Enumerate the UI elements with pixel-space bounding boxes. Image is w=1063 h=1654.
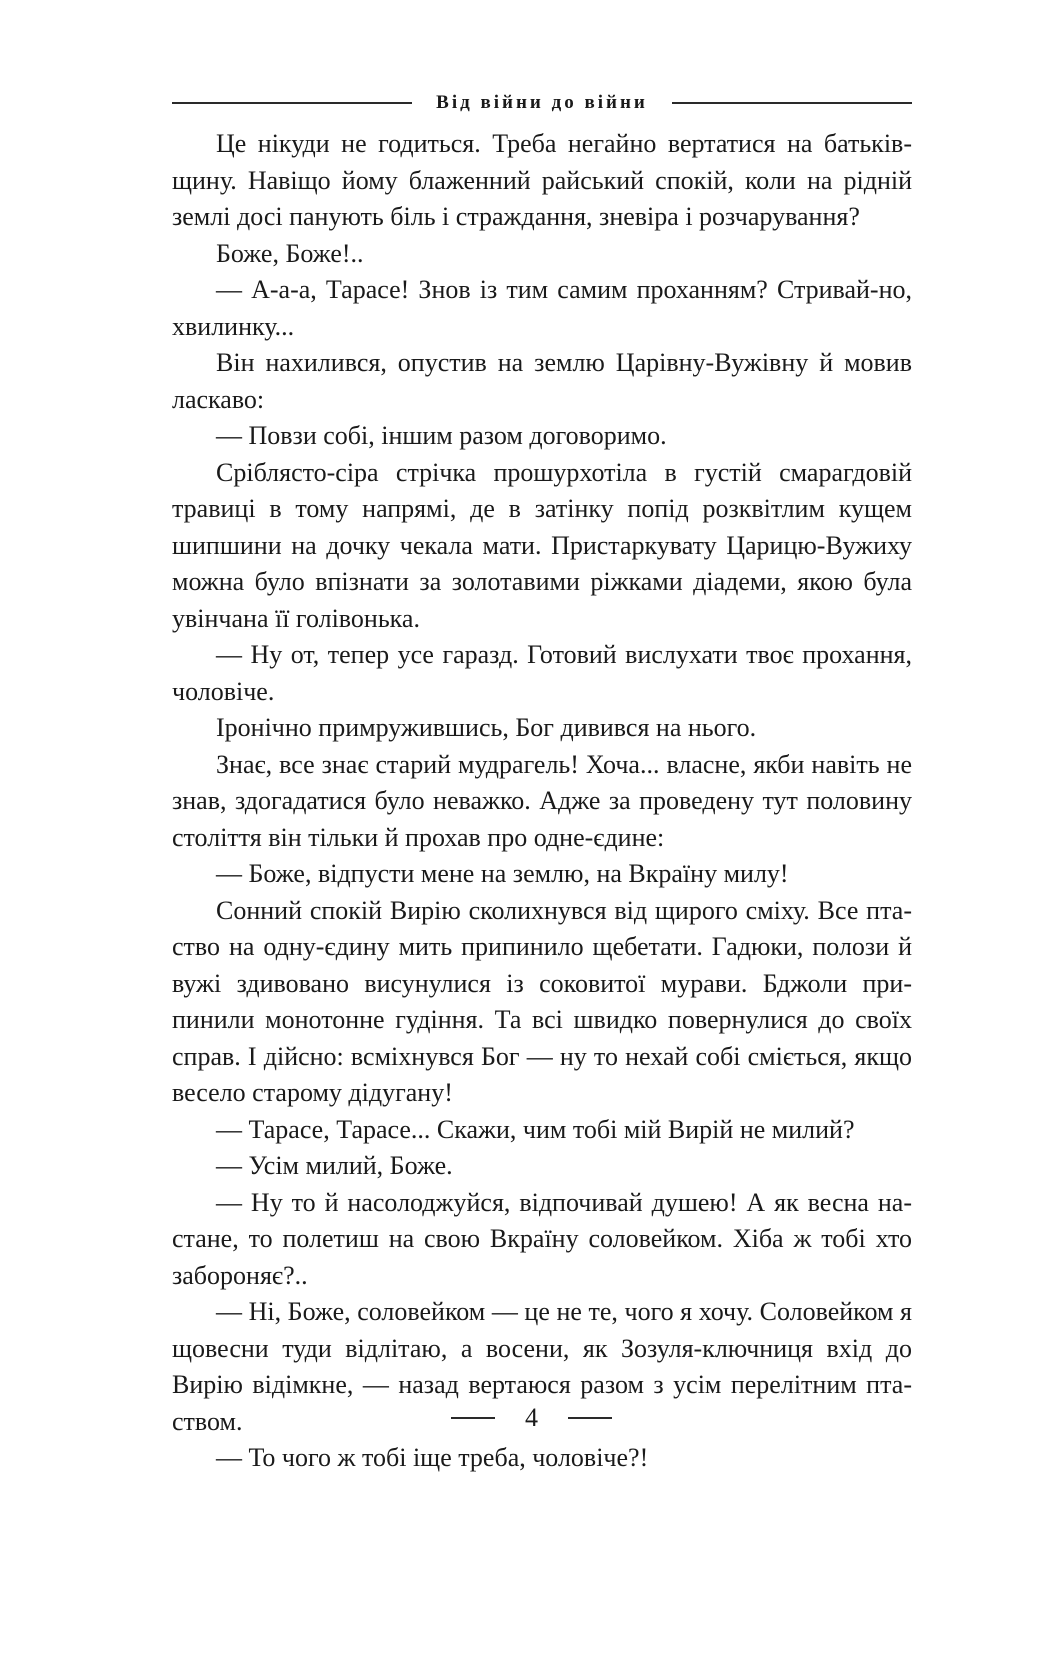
paragraph: Сонний спокій Вирію сколихнувся від щирого сміху. Все птаство на одну-єдину мить припинило щебетати. Гадюки, полози й вужі здивовано висунулися із соковитої мурави. Бджоли припинили монотонне гудіння. Та всі швидко повернулися до своїх справ. І дійсно: всміхнувся Бог — ну то нехай собі сміється, якщо весело старому дідугану! [172, 895, 912, 1107]
paragraph: — Ну от, тепер усе гаразд. Готовий вислухати твоє прохання, чоловіче. [172, 640, 912, 706]
paragraph: — Тарасе, Тарасе... Скажи, чим тобі мій Вирій не милий? [216, 1114, 855, 1144]
folio-dash-right [568, 1417, 612, 1419]
page-number: 4 [525, 1403, 538, 1432]
paragraph: — Ну то й насолоджуйся, відпочивай душею! А як весна настане, то полетиш на свою Вкраїну соловейком. Хіба ж тобі хто забороняє?.. [172, 1187, 912, 1290]
paragraph: Сріблясто-сіра стрічка прошурхотіла в густій смарагдовій травиці в тому напрямі, де в затінку попід розквітлим кущем шипшини на дочку чекала мати. Пристаркувату Царицю-Вужиху можна було впізнати за золотавими ріжками діадеми, якою була увінчана її голівонька. [172, 457, 912, 633]
paragraph: Знає, все знає старий мудрагель! Хоча... власне, якби навіть не знав, здогадатися було неважко. Адже за проведену тут половину століття він тільки й прохав про одне-єдине: [172, 749, 912, 852]
paragraph: — Ні, Боже, соловейком — це не те, чого я хочу. Соловейком я щовесни туди відлітаю, а восени, як Зозуля-ключниця вхід до Вирію відімкне, — назад вертаюся разом з усім перелітним птаством. [172, 1297, 912, 1436]
paragraph: Це нікуди не годиться. Треба негайно вертатися на батьківщину. Навіщо йому блаженний райський спокій, коли на рідній землі досі панують біль і страждання, зневіра і розчарування? [172, 129, 912, 231]
page-footer [0, 1398, 1063, 1438]
paragraph: — Боже, відпусти мене на землю, на Вкраїну милу! [216, 859, 789, 888]
body-text [172, 126, 912, 1477]
paragraph: — Повзи собі, іншим разом договоримо. [216, 421, 667, 450]
paragraph: — Усім милий, Боже. [216, 1151, 453, 1180]
paragraph: — То чого ж тобі іще треба, чоловіче?! [216, 1443, 649, 1472]
running-head [172, 88, 912, 118]
running-head-rule-left [172, 102, 412, 104]
paragraph: Боже, Боже!.. [216, 238, 364, 268]
paragraph: Він нахилився, опустив на землю Царівну-Вужівну й мовив ласкаво: [172, 348, 912, 414]
paragraph: Іронічно примружившись, Бог дивився на нього. [216, 713, 757, 742]
folio-dash-left [451, 1417, 495, 1419]
running-head-title: Від війни до війни [436, 92, 648, 113]
paragraph: — А-а-а, Тарасе! Знов із тим самим проханням? Стривай-но, хвилинку... [172, 275, 912, 341]
running-head-rule-right [672, 102, 912, 104]
